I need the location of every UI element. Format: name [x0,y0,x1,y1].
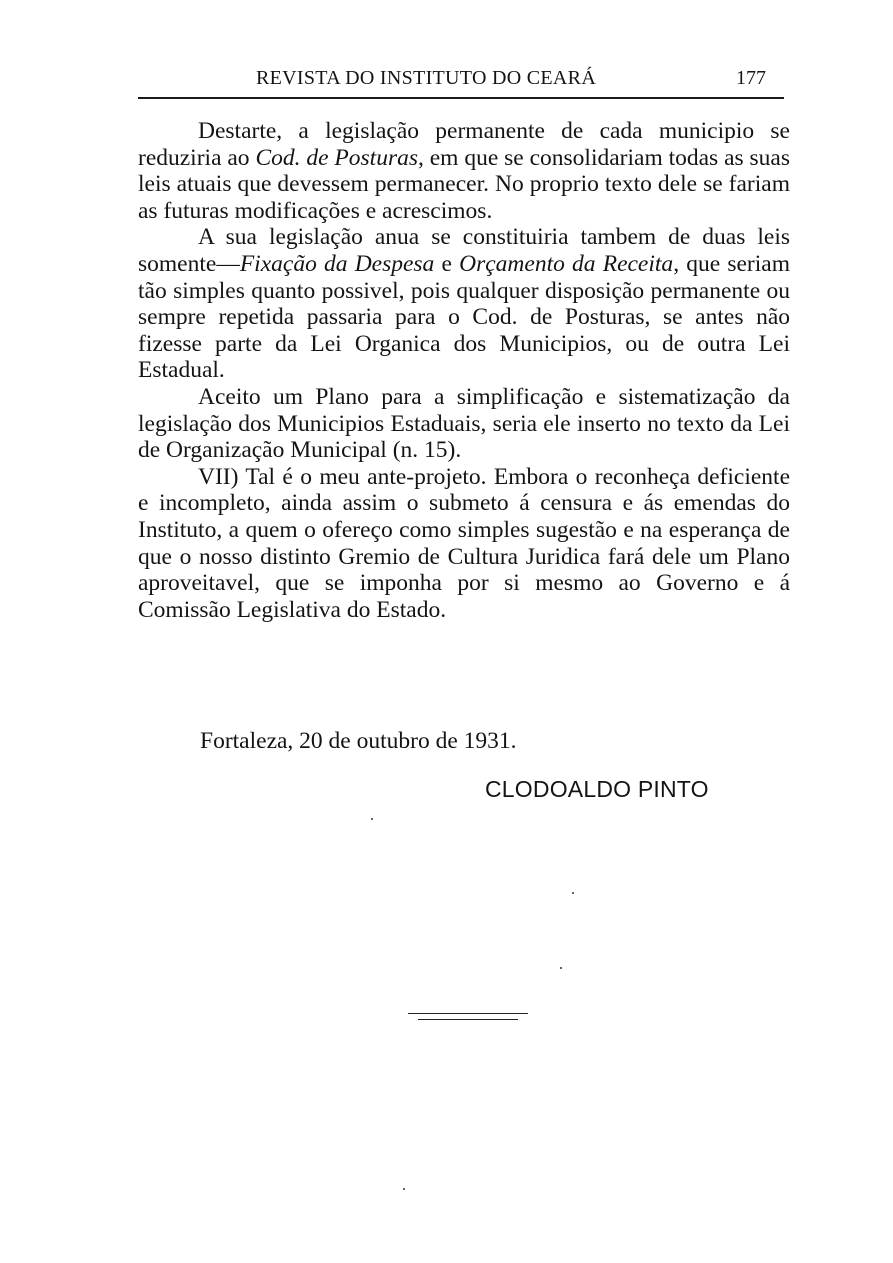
italic-run: Fixação da Despesa [239,250,435,277]
text-run: VII) Tal é o meu ante-projeto. Embora o reconheça deficiente e incompleto, ainda assim o submeto á censura e ás emendas do Instituto, a quem o ofereço como simples sugestão e na esperança de que o nosso distinto Gremio de Cultura Juridica fará dele um Plano aproveitavel, que se imponha por si mesmo ao Governo e á Comissão Legislativa do Estado. [138,463,790,623]
italic-run: Cod. de Posturas [255,144,418,171]
print-speck [403,1188,405,1190]
text-run: A sua legislação anua se constituiria tambem de duas leis somente— [138,224,790,277]
paragraph [138,224,790,384]
italic-run: Orçamento da Receita [459,250,674,277]
print-speck [572,892,574,894]
journal-title: REVISTA DO INSTITUTO DO CEARÁ [256,67,597,89]
print-speck [371,818,373,820]
signature: CLODOALDO PINTO [485,776,709,802]
text-run: Destarte, a legislação permanente de cada municipio se reduziria ao [138,118,790,171]
text-run: , que seriam tão simples quanto possivel, pois qualquer disposição permanente ou sempre repetida passaria para o Cod. de Posturas, se antes não fizesse parte da Lei Organica dos Municipios, ou de outra Lei Estadual. [138,250,790,384]
text-run: e [434,250,460,277]
paragraph [138,464,790,624]
text-run: Aceito um Plano para a simplificação e sistematização da legislação dos Municipios Estaduais, seria ele inserto no texto da Lei de Organização Municipal (n. 15). [138,383,790,464]
print-speck [560,967,562,969]
dateline: Fortaleza, 20 de outubro de 1931. [200,728,517,754]
paragraph [138,384,790,464]
page-number: 177 [736,67,766,89]
end-of-article-rule [408,1013,528,1023]
body-text [138,118,790,623]
paragraph [138,118,790,224]
running-header [138,63,784,99]
text-run: , em que se consolidariam todas as suas leis atuais que devessem permanecer. No proprio texto dele se fariam as futuras modificações e acrescimos. [138,144,790,224]
end-rule-line [418,1019,518,1020]
end-rule-line [408,1013,528,1014]
